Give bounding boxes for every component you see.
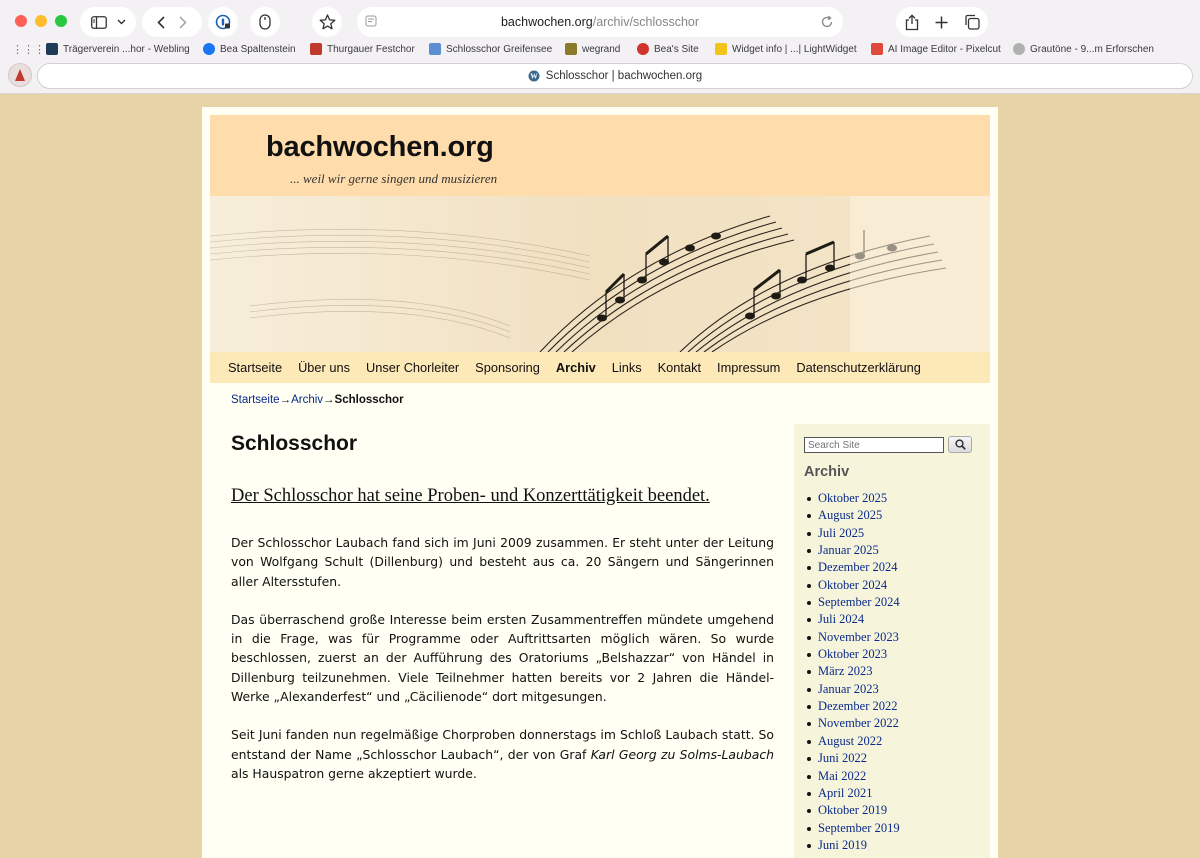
archive-item — [818, 559, 900, 576]
main-navigation — [210, 352, 990, 383]
archive-link[interactable]: Juni 2019 — [818, 837, 867, 852]
breadcrumb-separator: → — [323, 394, 335, 406]
archive-link[interactable]: Mai 2022 — [818, 768, 867, 783]
reload-icon[interactable] — [821, 15, 833, 28]
archive-item — [818, 594, 900, 611]
sheet-music-illustration — [210, 196, 990, 352]
zoom-window-button[interactable] — [55, 15, 67, 27]
article-paragraph: Der Schlosschor Laubach fand sich im Juni 2009 zusammen. Er steht unter der Leitung von Wolfgang Schult (Dillenburg) und besteht aus ca. 20 Sängern und Sängerinnen aller Altersstufen. — [231, 535, 774, 589]
archive-item — [818, 733, 900, 750]
browser-toolbar — [0, 0, 1200, 94]
article-paragraph: Das überraschend große Interesse beim ersten Zusammentreffen mündete umgehend in die Frage, was für Programme oder Auftrittsarten möglich wären. So wurde beschlossen, zuerst an der Aufführung des Oratoriums „Belshazzar“ von Händel in Dillenburg teilzunehmen. Viele Teilnehmer hatten bereits vor 2 Jahren die Händel-Werke „Alexanderfest“ und „Cäcilienode“ dort mitgesungen. — [231, 611, 774, 705]
archive-item — [818, 768, 900, 785]
archive-link[interactable]: September 2024 — [818, 595, 900, 610]
bookmark-favicon-icon — [565, 43, 577, 55]
archive-item — [818, 663, 900, 680]
site-tagline: ... weil wir gerne singen und musizieren — [290, 171, 498, 186]
nav-impressum[interactable]: Impressum — [717, 360, 781, 375]
bookmark-item[interactable] — [310, 43, 415, 55]
url-text — [357, 15, 843, 29]
patron-name: Karl Georg zu Solms-Laubach — [590, 746, 774, 762]
password-extension-button[interactable] — [208, 7, 238, 37]
bookmark-label: Bea Spaltenstein — [220, 43, 296, 55]
bookmark-favicon-icon — [637, 43, 649, 55]
archive-link[interactable]: März 2023 — [818, 664, 873, 679]
archive-item — [818, 698, 900, 715]
archive-link[interactable]: Oktober 2023 — [818, 647, 888, 662]
archive-item — [818, 611, 900, 628]
url-path: /archiv/schlosschor — [592, 15, 700, 29]
archive-heading: Archiv — [804, 464, 850, 480]
bookmark-label: AI Image Editor - Pixelcut — [888, 43, 1001, 55]
bookmark-favicon-icon — [310, 43, 322, 55]
bookmark-item[interactable] — [429, 43, 552, 55]
bookmark-item[interactable] — [1013, 43, 1154, 55]
archive-item — [818, 629, 900, 646]
nav-sponsoring[interactable]: Sponsoring — [475, 360, 540, 375]
sidebar — [794, 424, 990, 858]
bookmark-label: Trägerverein ...hor - Webling — [63, 43, 190, 55]
search-button[interactable] — [948, 436, 972, 453]
forward-icon[interactable] — [179, 16, 187, 29]
archive-link[interactable]: Oktober 2025 — [818, 491, 888, 505]
archive-item — [818, 646, 900, 663]
bookmark-item[interactable] — [715, 43, 857, 55]
close-window-button[interactable] — [15, 15, 27, 27]
archive-link[interactable]: April 2021 — [818, 785, 873, 800]
archive-link[interactable]: Juli 2024 — [818, 612, 865, 627]
bookmark-favicon-icon — [715, 43, 727, 55]
archive-item — [818, 490, 900, 507]
bookmark-label: Bea's Site — [654, 43, 699, 55]
breadcrumb-archive-link[interactable]: Archiv — [291, 394, 324, 406]
active-tab[interactable] — [37, 63, 1193, 89]
sidebar-toggle-button[interactable] — [80, 7, 136, 37]
page-title: Schlosschor — [231, 432, 358, 455]
history-navigation — [142, 7, 202, 37]
article-content — [231, 432, 774, 802]
breadcrumb-home-link[interactable]: Startseite — [231, 394, 280, 406]
bookmark-label: Grautöne - 9...m Erforschen — [1030, 43, 1154, 55]
bookmark-item[interactable] — [203, 43, 296, 55]
bookmark-favicon-icon — [429, 43, 441, 55]
search-input[interactable] — [804, 437, 944, 453]
archive-link[interactable]: Juli 2025 — [818, 525, 865, 540]
bookmark-favicon-icon — [46, 43, 58, 55]
bookmark-item[interactable] — [871, 43, 1001, 55]
tab-bar — [0, 62, 1200, 90]
share-icon[interactable] — [905, 14, 919, 31]
tab-overview-icon[interactable] — [964, 14, 980, 30]
archive-item — [818, 577, 900, 594]
archive-link[interactable]: Dezember 2022 — [818, 699, 898, 714]
bookmark-favicon-icon — [871, 43, 883, 55]
bookmark-item[interactable] — [565, 43, 620, 55]
extension-button[interactable] — [250, 7, 280, 37]
nav-datenschutzerklaerung[interactable]: Datenschutzerklärung — [796, 360, 921, 375]
archive-item — [818, 750, 900, 767]
archive-link[interactable]: Oktober 2019 — [818, 803, 888, 818]
archive-link[interactable]: September 2019 — [818, 820, 900, 835]
url-domain: bachwochen.org — [500, 15, 593, 29]
star-icon — [319, 14, 336, 30]
svg-text:W: W — [530, 71, 538, 81]
chevron-down-icon[interactable] — [117, 19, 126, 25]
bookmark-item[interactable] — [637, 43, 699, 55]
bookmark-button[interactable] — [312, 7, 342, 37]
archive-item — [818, 525, 900, 542]
new-tab-icon[interactable] — [935, 16, 948, 29]
archive-item — [818, 681, 900, 698]
archive-link[interactable]: Dezember 2024 — [818, 560, 898, 575]
archive-link[interactable]: Oktober 2024 — [818, 577, 888, 592]
back-icon[interactable] — [157, 16, 165, 29]
toolbar-actions — [896, 7, 988, 37]
archive-item — [818, 542, 900, 559]
archive-item — [818, 507, 900, 524]
sidebar-icon — [91, 16, 107, 29]
archive-item — [818, 715, 900, 732]
archive-list — [818, 490, 900, 854]
nav-unser-chorleiter[interactable]: Unser Chorleiter — [366, 360, 460, 375]
tab-title: Schlosschor | bachwochen.org — [545, 70, 703, 82]
bookmark-label: Schlosschor Greifensee — [446, 43, 553, 55]
bookmark-item[interactable] — [46, 43, 190, 55]
archive-item — [818, 820, 900, 837]
archive-item — [818, 785, 900, 802]
bookmark-label: Thurgauer Festchor — [327, 43, 415, 55]
window-controls — [15, 15, 67, 27]
breadcrumb — [231, 394, 404, 406]
address-bar[interactable] — [357, 7, 843, 37]
nav-ueber-uns[interactable]: Über uns — [298, 360, 350, 375]
archive-link[interactable]: August 2025 — [818, 508, 883, 523]
archive-link[interactable]: November 2022 — [818, 716, 899, 731]
password-manager-icon — [215, 14, 231, 30]
breadcrumb-current: Schlosschor — [334, 394, 404, 406]
apps-grid-icon[interactable]: ⋮⋮⋮ — [12, 44, 45, 56]
site-title[interactable]: bachwochen.org — [266, 131, 494, 163]
archive-link[interactable]: November 2023 — [818, 629, 899, 644]
archive-link[interactable]: Juni 2022 — [818, 751, 867, 766]
bookmark-label: wegrand — [582, 43, 621, 55]
nav-kontakt[interactable]: Kontakt — [657, 360, 702, 375]
article-paragraph — [231, 725, 774, 783]
nav-links[interactable]: Links — [611, 360, 642, 375]
archive-item — [818, 837, 900, 854]
page-container — [202, 107, 998, 858]
breadcrumb-separator: → — [279, 394, 292, 406]
article-subheading: Der Schlosschor hat seine Proben- und Konzerttätigkeit beendet. — [231, 486, 710, 506]
paragraph-text: als Hauspatron gerne akzeptiert wurde. — [231, 765, 477, 781]
nav-archiv[interactable]: Archiv — [555, 360, 596, 375]
archive-item — [818, 802, 900, 819]
bookmark-favicon-icon — [1013, 43, 1025, 55]
avatar-icon — [13, 68, 27, 82]
wordpress-icon — [528, 70, 540, 82]
bookmark-label: Widget info | ...| LightWidget — [732, 43, 857, 55]
nav-startseite[interactable]: Startseite — [228, 360, 283, 375]
facebook-icon — [203, 43, 215, 55]
bookmarks-bar — [0, 40, 1200, 60]
minimize-window-button[interactable] — [35, 15, 47, 27]
paragraph-text: Seit Juni fanden nun regelmäßige Chorproben donnerstags im Schloß Laubach statt. So entstand der Name „Schlosschor Laubach“, der von Graf — [231, 727, 774, 762]
header-banner-image — [210, 196, 990, 352]
site-header — [210, 115, 990, 196]
archive-link[interactable]: August 2022 — [818, 733, 883, 748]
archive-link[interactable]: Januar 2023 — [818, 681, 879, 696]
archive-link[interactable]: Januar 2025 — [818, 543, 879, 558]
profile-avatar[interactable] — [8, 63, 32, 87]
mouse-icon — [259, 14, 271, 30]
search-icon — [955, 439, 966, 450]
